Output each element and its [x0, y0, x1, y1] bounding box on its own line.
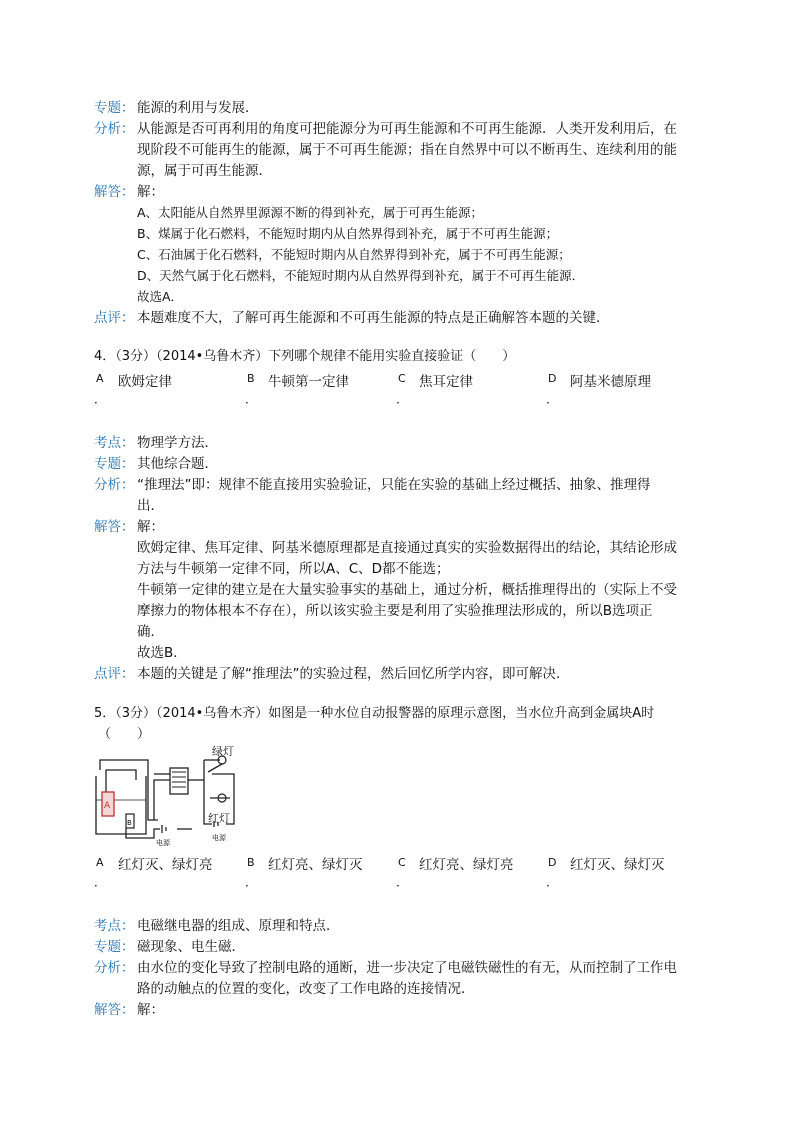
- option-text: 红灯亮、绿灯灭: [268, 857, 363, 873]
- answer-label: 解答：: [94, 184, 135, 200]
- answer-line: 摩擦力的物体根本不存在），所以该实验主要是利用了实验推理法形成的，所以B选项正: [137, 603, 653, 619]
- answer-line: C、石油属于化石燃料，不能短时期内从自然界得到补充，属于不可再生能源；: [137, 247, 571, 262]
- option-letter: A: [96, 856, 104, 869]
- option-text: 红灯亮、绿灯亮: [419, 857, 514, 873]
- answer-line: 确．: [137, 624, 164, 640]
- analysis-label: 分析：: [94, 960, 135, 976]
- comment-label: 点评：: [94, 666, 135, 682]
- option-dot: ．: [94, 875, 107, 889]
- analysis-line: 出．: [137, 498, 164, 514]
- topic-label: 专题：: [94, 100, 135, 116]
- power-source-label: 电源: [212, 834, 226, 842]
- analysis-label: 分析：: [94, 477, 135, 493]
- question-5-stem: 5．（3分）（2014•乌鲁木齐）如图是一种水位自动报警器的原理示意图，当水位升高到金属块A时: [94, 706, 655, 721]
- point-label: 考点：: [94, 435, 135, 451]
- analysis-line: 现阶段不可能再生的能源，属于不可再生能源；指在自然界中可以不断再生、连续利用的能: [137, 142, 677, 158]
- analysis-label: 分析：: [94, 121, 135, 137]
- topic-text: 其他综合题．: [137, 456, 218, 472]
- option-letter: C: [398, 856, 406, 869]
- option-dot: ．: [546, 392, 559, 406]
- topic-text: 磁现象、电生磁．: [137, 939, 245, 955]
- option-dot: ．: [245, 392, 258, 406]
- answer-label: 解答：: [94, 519, 135, 535]
- answer-line: B、煤属于化石燃料，不能短时期内从自然界得到补充，属于不可再生能源；: [137, 226, 559, 241]
- point-text: 电磁继电器的组成、原理和特点．: [137, 918, 340, 934]
- topic-label: 专题：: [94, 939, 135, 955]
- option-dot: ．: [245, 875, 258, 889]
- option-letter: C: [398, 372, 406, 385]
- analysis-line: 从能源是否可再利用的角度可把能源分为可再生能源和不可再生能源．人类开发利用后，在: [137, 121, 677, 137]
- point-label: 考点：: [94, 918, 135, 934]
- analysis-line: 由水位的变化导致了控制电路的通断，进一步决定了电磁铁磁性的有无，从而控制了工作电: [137, 960, 677, 976]
- analysis-line: 源，属于可再生能源．: [137, 163, 272, 179]
- option-text: 牛顿第一定律: [268, 374, 349, 390]
- comment-text: 本题的关键是了解“推理法”的实验过程，然后回忆所学内容，即可解决．: [137, 666, 570, 682]
- option-text: 红灯灭、绿灯灭: [570, 857, 665, 873]
- option-text: 阿基米德原理: [570, 374, 651, 390]
- option-dot: ．: [546, 875, 559, 889]
- option-letter: B: [247, 856, 255, 869]
- answer-line: 解：: [137, 184, 164, 200]
- answer-line: 欧姆定律、焦耳定律、阿基米德原理都是直接通过真实的实验数据得出的结论，其结论形成: [137, 540, 677, 556]
- answer-line: 解：: [137, 1002, 164, 1018]
- answer-line: 故选A．: [137, 289, 184, 304]
- option-text: 欧姆定律: [118, 374, 172, 390]
- answer-line: 解：: [137, 519, 164, 535]
- answer-line: A、太阳能从自然界里源源不断的得到补充，属于可再生能源；: [137, 205, 484, 220]
- option-dot: ．: [396, 392, 409, 406]
- green-lamp-label: 绿灯: [212, 745, 234, 758]
- option-text: 红灯灭、绿灯亮: [118, 857, 213, 873]
- comment-text: 本题难度不大，了解可再生能源和不可再生能源的特点是正确解答本题的关键．: [137, 310, 610, 326]
- option-letter: D: [548, 372, 557, 385]
- topic-label: 专题：: [94, 456, 135, 472]
- point-text: 物理学方法．: [137, 435, 218, 451]
- red-lamp-label: 红灯: [208, 812, 230, 825]
- comment-label: 点评：: [94, 310, 135, 326]
- topic-text: 能源的利用与发展．: [137, 100, 259, 116]
- option-dot: ．: [396, 875, 409, 889]
- analysis-line: 路的动触点的位置的变化，改变了工作电路的连接情况．: [137, 981, 475, 997]
- answer-line: 牛顿第一定律的建立是在大量实验事实的基础上，通过分析，概括推理得出的（实际上不受: [137, 582, 677, 598]
- question-5-stem: （ ）: [98, 727, 151, 742]
- answer-line: D、天然气属于化石燃料，不能短时期内从自然界得到补充，属于不可再生能源．: [137, 268, 585, 283]
- answer-line: 方法与牛顿第一定律不同，所以A、C、D都不能选；: [137, 561, 450, 577]
- option-letter: D: [548, 856, 557, 869]
- answer-line: 故选B．: [137, 645, 187, 661]
- option-letter: B: [247, 372, 255, 385]
- water-level-alarm-diagram: [92, 744, 252, 850]
- option-letter: A: [96, 372, 104, 385]
- block-b-label: B: [127, 819, 132, 827]
- option-dot: ．: [94, 392, 107, 406]
- answer-label: 解答：: [94, 1002, 135, 1018]
- power-source-label: 电源: [156, 839, 170, 847]
- block-a-label: A: [104, 801, 111, 811]
- analysis-line: “推理法”即：规律不能直接用实验验证，只能在实验的基础上经过概括、抽象、推理得: [137, 477, 651, 493]
- question-4-stem: 4．（3分）（2014•乌鲁木齐）下列哪个规律不能用实验直接验证（ ）: [94, 349, 516, 364]
- option-text: 焦耳定律: [419, 374, 473, 390]
